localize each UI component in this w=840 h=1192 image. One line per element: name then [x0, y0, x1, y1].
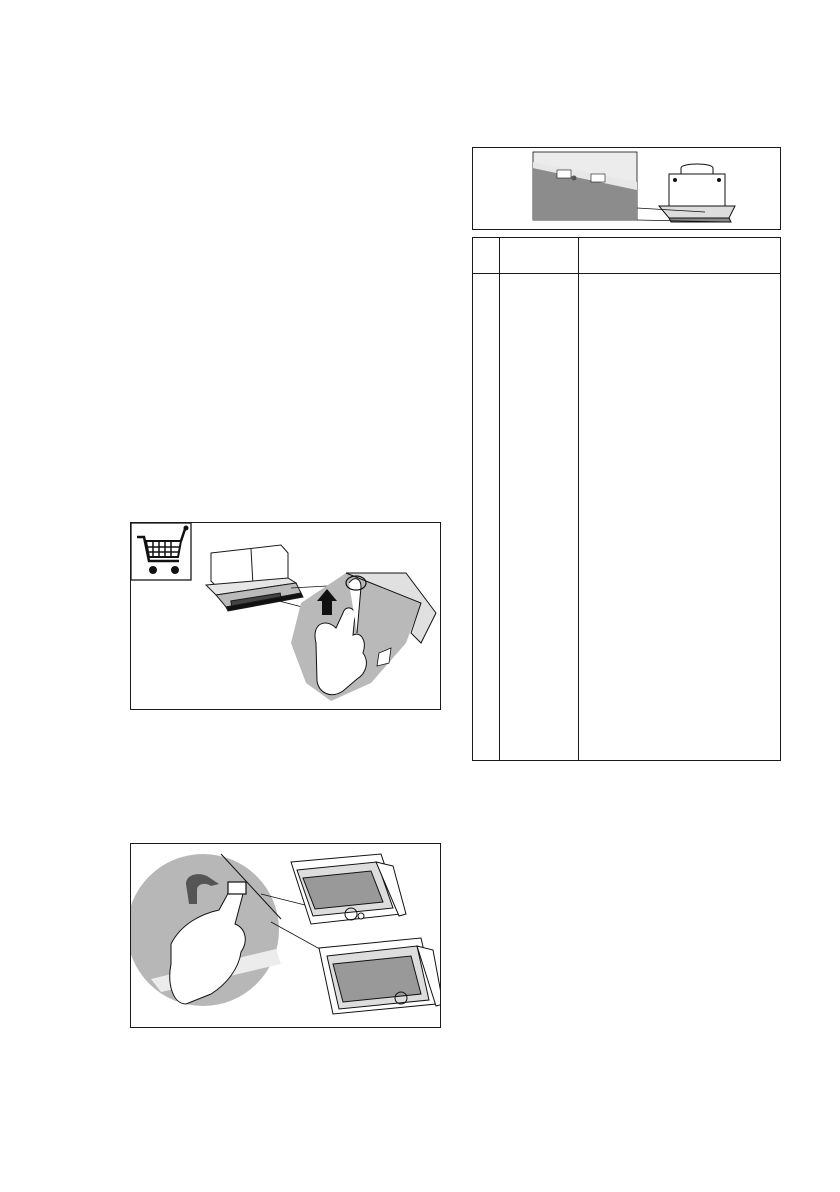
filter-removal-figure: [130, 843, 441, 1028]
magnified-detail: [291, 573, 436, 701]
hood-icon: [659, 164, 735, 222]
hood-top-view: [291, 854, 406, 924]
cart-accessory-figure: [130, 522, 441, 710]
column-divider: [578, 238, 579, 760]
shopping-cart-icon: [131, 523, 191, 580]
magnified-detail: [131, 854, 281, 1006]
control-panel-figure: [472, 147, 781, 230]
hood-illustration: [206, 545, 303, 611]
control-panel-closeup: [533, 152, 637, 220]
hood-bottom-view: [319, 938, 441, 1014]
table-header-row: [473, 238, 780, 274]
column-divider: [499, 238, 500, 760]
troubleshooting-table: [472, 237, 781, 761]
